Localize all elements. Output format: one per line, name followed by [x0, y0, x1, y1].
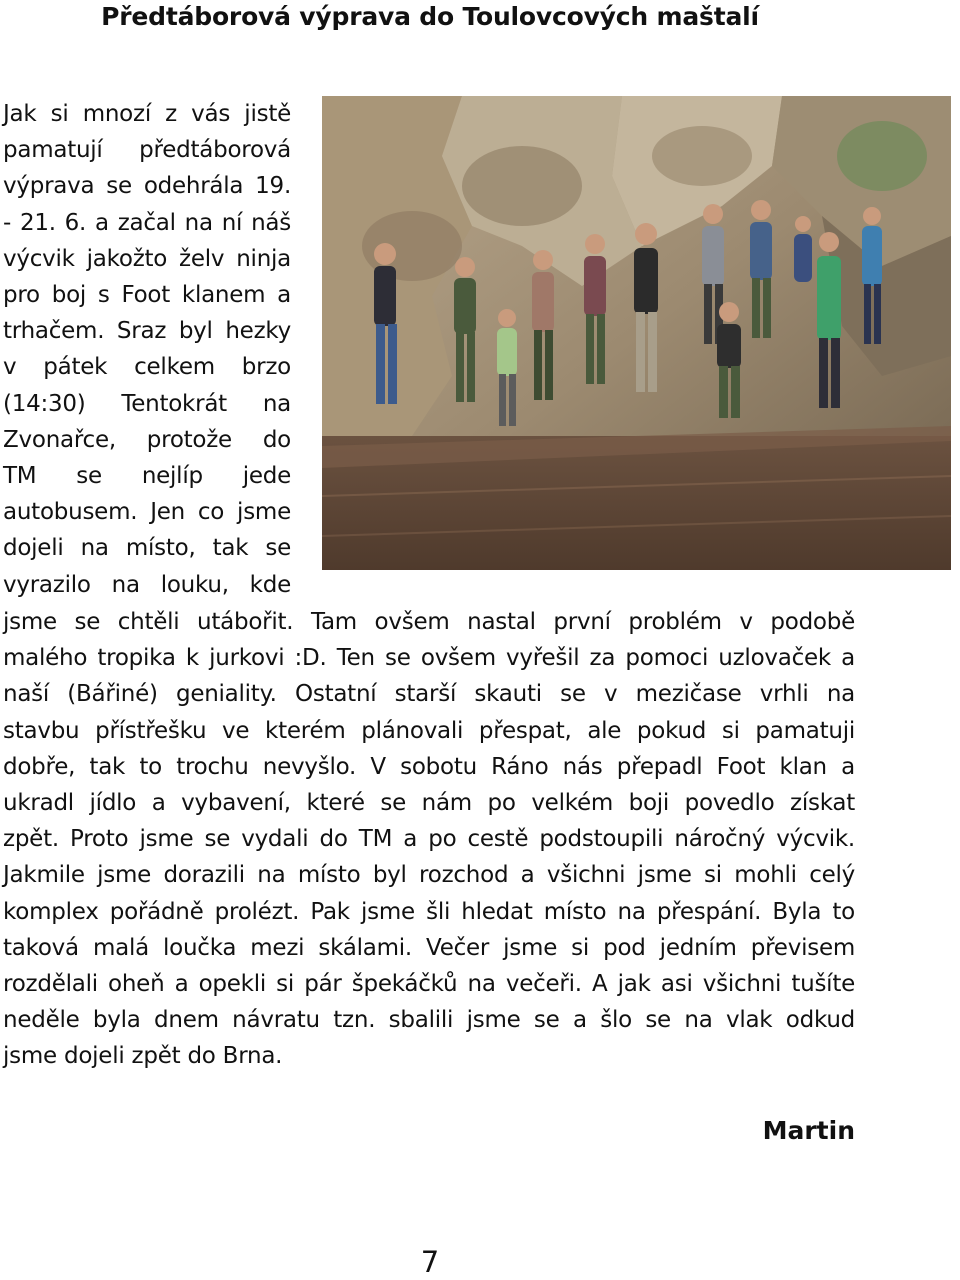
text-line: neděle byla dnem návratu tzn. sbalili jsme se a šlo se na vlak odkud: [3, 1007, 855, 1034]
group-photo-illustration: [322, 96, 951, 570]
article-title: Předtáborová výprava do Toulovcových maštalí: [101, 2, 759, 31]
author-signature: Martin: [762, 1116, 855, 1145]
text-line: Jakmile jsme dorazili na místo byl rozchod a všichni jsme si mohli celý: [3, 862, 855, 889]
text-line: jsme dojeli zpět do Brna.: [3, 1043, 283, 1070]
text-line: Jak si mnozí z vás jistě: [3, 101, 291, 127]
text-line: dobře, tak to trochu nevyšlo. V sobotu Ráno nás přepadl Foot klan a: [3, 753, 855, 780]
text-line: malého tropika k jurkovi :D. Ten se ovšem vyřešil za pomoci uzlovaček a: [3, 645, 855, 672]
text-line: naší (Bářiné) geniality. Ostatní starší skauti se v mezičase vrhli na: [3, 681, 855, 708]
text-line: vyrazilo na louku, kde: [3, 571, 291, 598]
text-line: výcvik jakožto želv ninja: [3, 245, 291, 272]
text-line: v pátek celkem brzo: [3, 354, 291, 381]
text-line: komplex pořádně prolézt. Pak jsme šli hledat místo na přespání. Byla to: [3, 898, 855, 925]
text-line: rozdělali oheň a opekli si pár špekáčků na večeři. A jak asi všichni tušíte: [3, 971, 855, 998]
text-line: pro boj s Foot klanem a: [3, 282, 291, 309]
text-line: Zvonařce, protože do: [3, 426, 291, 453]
group-photo: [322, 96, 951, 570]
text-line: zpět. Proto jsme se vydali do TM a po cestě podstoupili náročný výcvik.: [3, 826, 855, 853]
text-line: dojeli na místo, tak se: [3, 535, 291, 562]
wrapped-paragraph: [3, 96, 291, 603]
text-line: stavbu přístřešku ve kterém plánovali přespat, ale pokud si pamatuji: [3, 717, 855, 744]
text-line: jsme se chtěli utábořit. Tam ovšem nastal první problém v podobě: [3, 609, 855, 635]
text-line: autobusem. Jen co jsme: [3, 499, 291, 526]
text-line: trhačem. Sraz byl hezky: [3, 318, 291, 345]
text-line: pamatují předtáborová: [3, 137, 291, 164]
page-number: 7: [420, 1245, 440, 1279]
text-line: - 21. 6. a začal na ní náš: [3, 209, 291, 236]
text-line: ukradl jídlo a vybavení, které se nám po velkém boji povedlo získat: [3, 790, 855, 817]
text-line: (14:30) Tentokrát na: [3, 390, 291, 417]
text-line: taková malá loučka mezi skálami. Večer jsme si pod jedním převisem: [3, 934, 855, 961]
main-paragraph: [3, 604, 855, 1075]
text-line: TM se nejlíp jede: [3, 463, 291, 490]
text-line: výprava se odehrála 19.: [3, 173, 291, 200]
